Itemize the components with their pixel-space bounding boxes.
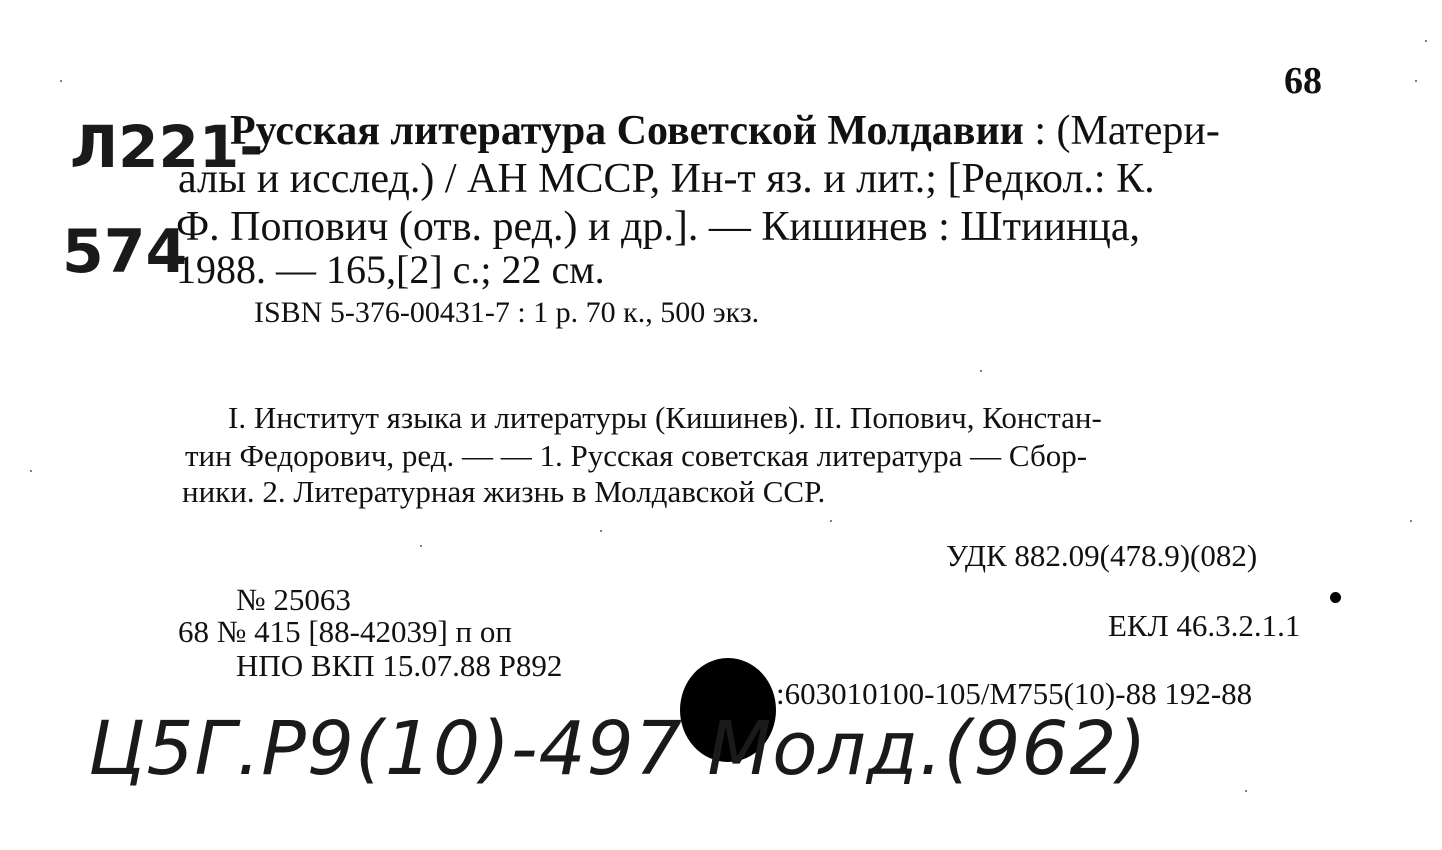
main-entry-line-1 <box>230 110 1220 152</box>
handwritten-bottom-code: Ц5Г.Р9(10)-497 Молд.(962) <box>88 706 1148 792</box>
scan-speck <box>420 545 422 547</box>
ekl-line: ЕКЛ 46.3.2.1.1 <box>1108 608 1301 643</box>
udk-line: УДК 882.09(478.9)(082) <box>946 538 1258 573</box>
scan-speck <box>600 530 602 532</box>
main-entry-line-4: 1988. — 165,[2] с.; 22 см. <box>176 247 605 292</box>
scan-speck <box>30 470 32 472</box>
handwritten-shelfmark-2: 574 <box>62 217 188 287</box>
scan-speck <box>1410 520 1412 522</box>
handwritten-shelfmark-1: Л221- <box>70 113 264 181</box>
main-entry-line-3: Ф. Попович (отв. ред.) и др.]. — Кишинев : Штиинца, <box>176 204 1141 250</box>
print-line: 68 № 415 [88-42039] п оп <box>178 614 512 649</box>
scan-speck <box>1245 790 1247 792</box>
scan-speck <box>830 520 832 522</box>
tracings-line-1: I. Институт языка и литературы (Кишинев). II. Попович, Констан- <box>228 400 1102 435</box>
scan-speck <box>60 80 62 82</box>
tracings-line-2: тин Федорович, ред. — — 1. Русская советская литература — Сбор- <box>185 438 1088 473</box>
code-line: :603010100-105/М755(10)-88 192-88 <box>776 676 1253 711</box>
tracings-line-3: ники. 2. Литературная жизнь в Молдавской ССР. <box>182 474 826 509</box>
ekl-dot <box>1330 592 1341 603</box>
scan-speck <box>1415 80 1417 82</box>
isbn-line: ISBN 5-376-00431-7 : 1 р. 70 к., 500 экз. <box>254 296 760 329</box>
main-entry-title-rest: : (Матери- <box>1034 108 1220 154</box>
scan-speck <box>1425 40 1427 42</box>
scan-speck <box>980 370 982 372</box>
npo-line: НПО ВКП 15.07.88 Р892 <box>236 648 563 683</box>
order-number: № 25063 <box>236 582 351 617</box>
page-number: 68 <box>1284 60 1322 102</box>
main-entry-title: Русская литература Советской Молдавии <box>230 108 1024 154</box>
main-entry-line-2: алы и исслед.) / АН МССР, Ин-т яз. и лит.; [Редкол.: К. <box>178 156 1155 202</box>
